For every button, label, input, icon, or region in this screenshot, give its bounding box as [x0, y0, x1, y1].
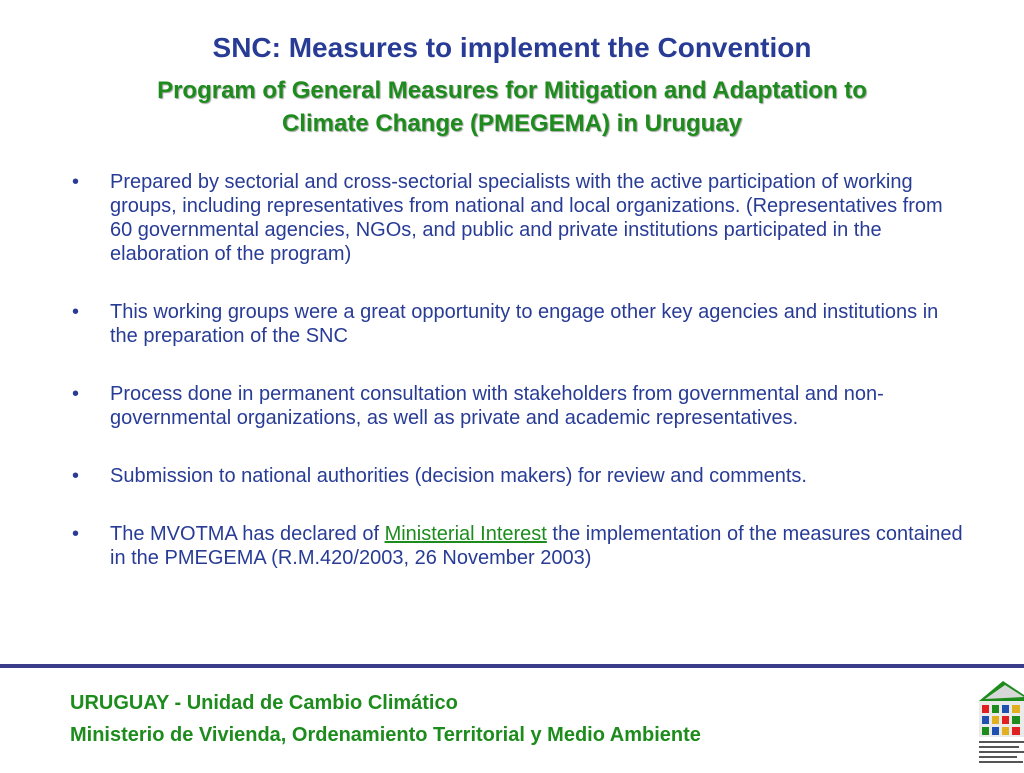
bullet-text: This working groups were a great opportunity to engage other key agencies and institutions in the preparation of the SNC [110, 301, 939, 347]
bullet-item [70, 382, 970, 430]
slide-subtitle [40, 74, 984, 140]
bullet-item [70, 464, 970, 488]
bullet-text-before-link: The MVOTMA has declared of [110, 523, 385, 545]
subtitle-line-2: Climate Change (PMEGEMA) in Uruguay [281, 110, 743, 137]
ministerial-interest-link[interactable]: Ministerial Interest [384, 523, 547, 545]
ministry-houses-logo-icon [975, 675, 1024, 768]
bullet-text: Submission to national authorities (decision makers) for review and comments. [110, 465, 807, 487]
footer-ministry-name: Ministerio de Vivienda, Ordenamiento Territorial y Medio Ambiente [70, 724, 701, 746]
bullet-item [70, 522, 970, 570]
bullet-item [70, 300, 970, 348]
slide-title: SNC: Measures to implement the Convention [212, 32, 812, 63]
bullet-list [70, 170, 970, 604]
footer-unit-name: URUGUAY - Unidad de Cambio Climático [70, 692, 458, 714]
bullet-text-after-link: the implementation of the measures contained in the PMEGEMA (R.M.420/2003, 26 November 2003) [110, 523, 963, 569]
footer-divider [0, 664, 1024, 668]
bullet-text: Prepared by sectorial and cross-sectorial specialists with the active participation of working groups, including representatives from national and local organizations. (Representatives from 60 governmental agencies, NGOs, and public and private institutions participated in the elaboration of the program) [110, 171, 943, 265]
bullet-item [70, 170, 970, 266]
bullet-text: Process done in permanent consultation with stakeholders from governmental and non-governmental organizations, as well as private and academic representatives. [110, 383, 884, 429]
subtitle-line-1: Program of General Measures for Mitigation and Adaptation to [157, 77, 867, 104]
